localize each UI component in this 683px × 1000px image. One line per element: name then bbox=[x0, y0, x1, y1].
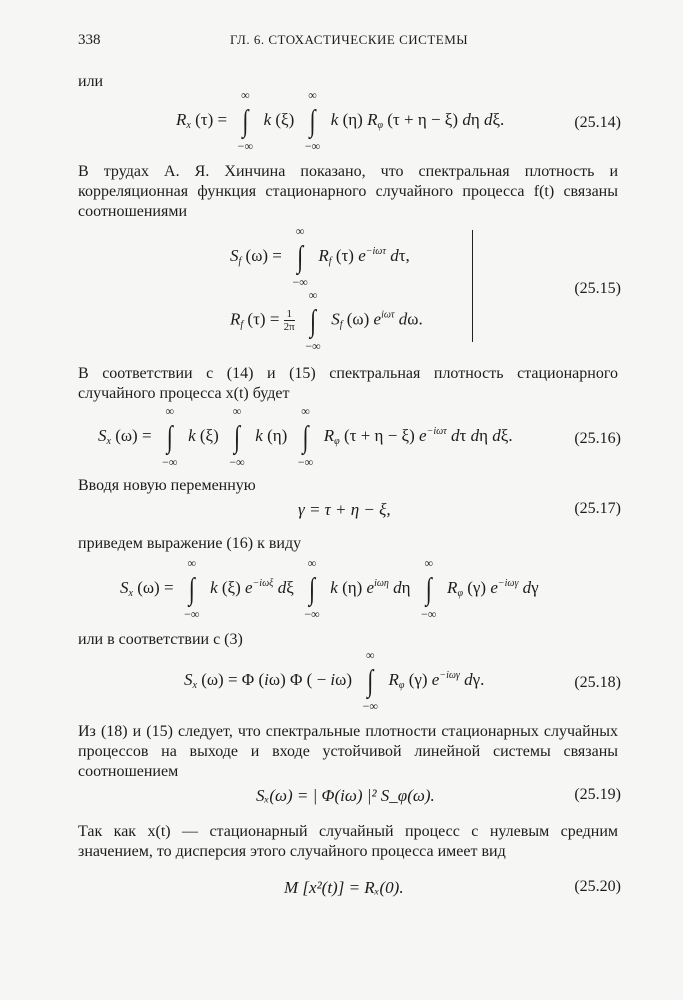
equation-number: (25.17) bbox=[574, 500, 621, 517]
page-header bbox=[0, 32, 683, 52]
equation-bracket bbox=[466, 230, 473, 342]
equation-25-16: $S_x$ (ω) = ∞ ∫ −∞ k (ξ) ∞ ∫ −∞ k (η) ∞ ∫ −∞ $R_\varphi$ (τ + η − ξ) $e^{-i\omega\tau}$ dτ dη dξ. (25.16) bbox=[98, 404, 621, 470]
equation-25-20 bbox=[0, 878, 683, 904]
equation-text: M [x²(t)] = Rₓ(0). bbox=[284, 878, 404, 897]
equation-25-18: $S_x$ (ω) = Φ (iω) Φ ( − iω) ∞ ∫ −∞ $R_\varphi$ (γ) $e^{-i\omega\gamma}$ dγ. (25.18) bbox=[184, 648, 621, 714]
equation-text: γ = τ + η − ξ, bbox=[298, 500, 391, 519]
running-title: ГЛ. 6. СТОХАСТИЧЕСКИЕ СИСТЕМЫ bbox=[230, 32, 469, 47]
equation-transformed: $S_x$ (ω) = ∞ ∫ −∞ k (ξ) $e^{-i\omega\xi}$ dξ ∞ ∫ −∞ k (η) $e^{i\omega\eta}$ dη ∞ ∫ −∞ $R_\varphi$ (γ) $e^{-i\omega\gamma}$ dγ bbox=[120, 556, 539, 622]
paragraph-5: приведем выражение (16) к виду bbox=[78, 535, 302, 552]
equation-number: (25.16) bbox=[574, 430, 621, 447]
paragraph-7: Из (18) и (15) следует, что спектральные плотности стационарных случайных процессов на выходе и входе устойчивой линейной системы связаны соотношением bbox=[78, 723, 618, 780]
equation-text: Sₓ(ω) = | Φ(iω) |² S_φ(ω). bbox=[256, 786, 435, 805]
paragraph-6: или в соответствии с (3) bbox=[78, 631, 243, 648]
paragraph-2: В трудах А. Я. Хинчина показано, что спектральная плотность и корреляционная функция стационарного случайного процесса f(t) связаны соотношениями bbox=[78, 163, 618, 220]
paragraph-1: или bbox=[78, 73, 104, 90]
equation-number: (25.18) bbox=[574, 674, 621, 691]
equation-25-15: $S_f$ (ω) = ∞ ∫ −∞ $R_f$ (τ) $e^{-i\omega\tau}$ dτ, $R_f$ (τ) = $\frac{1}{2\pi}$ ∞ ∫ −∞ $S_f$ (ω) $e^{i\omega\tau}$ dω. (25.15) bbox=[230, 224, 621, 353]
equation-25-14: $R_x$ (τ) = ∞ ∫ −∞ k (ξ) ∞ ∫ −∞ k (η) $R_\varphi$ (τ + η − ξ) dη dξ. (25.14) bbox=[176, 88, 621, 154]
equation-number: (25.15) bbox=[574, 280, 621, 297]
equation-25-19 bbox=[0, 786, 683, 812]
paragraph-8: Так как x(t) — стационарный случайный процесс с нулевым средним значением, то дисперсия этого случайного процесса имеет вид bbox=[78, 823, 618, 860]
equation-number: (25.20) bbox=[574, 878, 621, 895]
equation-number: (25.14) bbox=[574, 114, 621, 131]
equation-25-17 bbox=[0, 500, 683, 526]
paragraph-4: Вводя новую переменную bbox=[78, 477, 256, 494]
paragraph-3: В соответствии с (14) и (15) спектральная плотность стационарного случайного процесса x(t) будет bbox=[78, 365, 618, 402]
page-number: 338 bbox=[78, 32, 101, 48]
equation-number: (25.19) bbox=[574, 786, 621, 803]
